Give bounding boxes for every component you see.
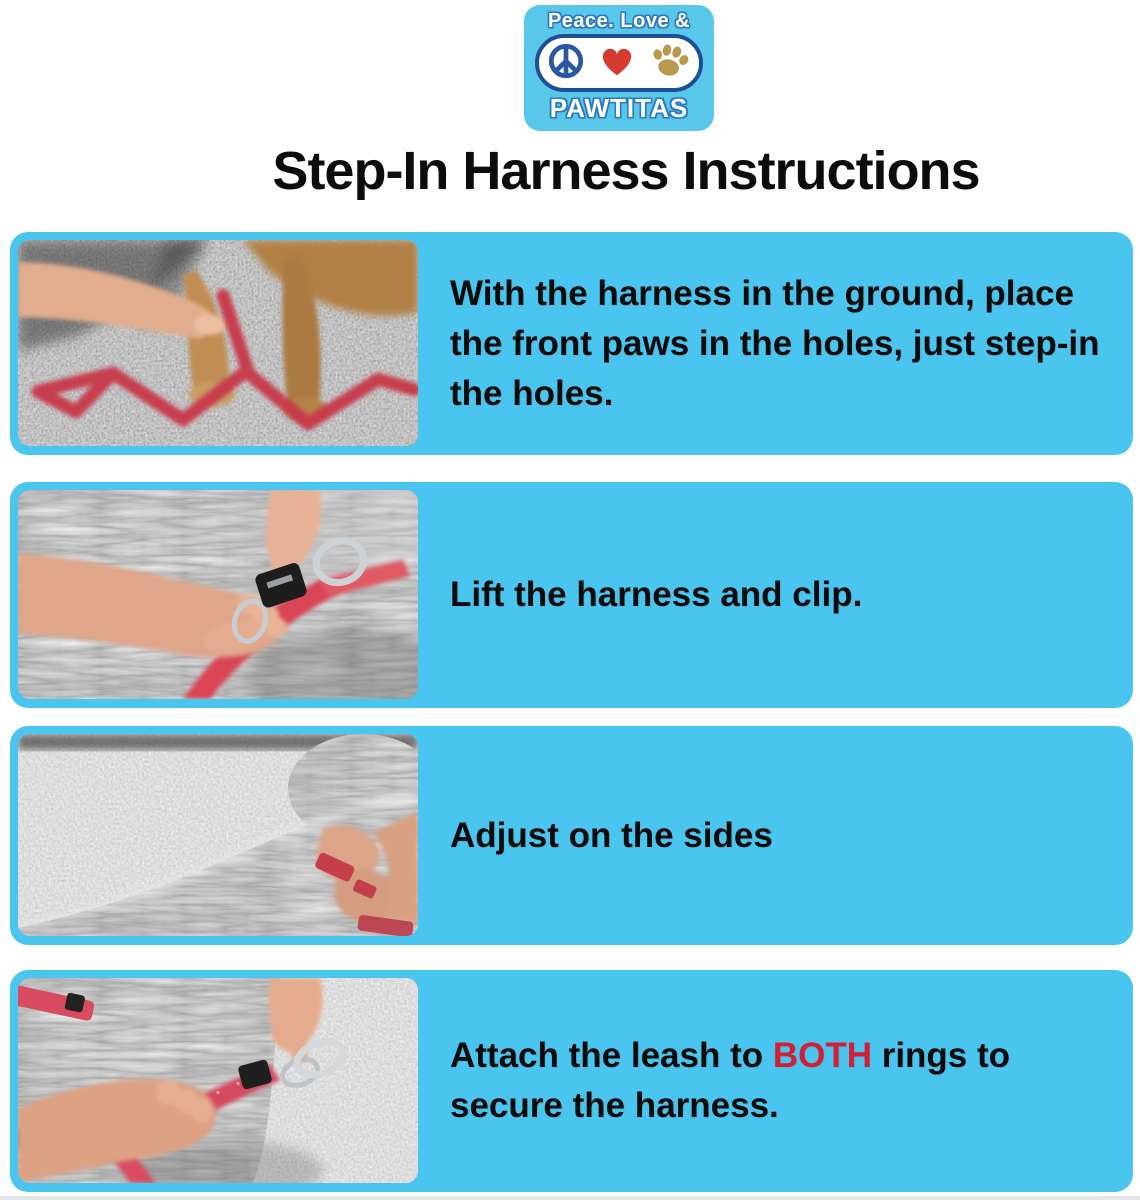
step4-text-highlight: BOTH [772, 1036, 872, 1075]
step4-photo [18, 978, 418, 1183]
page-bottom-edge [0, 1196, 1140, 1200]
logo-brand-name: PAWTITAS [549, 93, 689, 123]
step2-panel [10, 482, 1133, 708]
step3-panel [10, 726, 1133, 945]
step4-text-after: rings to secure the harness. [450, 1036, 1011, 1125]
pawtitas-logo [524, 5, 714, 131]
step4-text-before: Attach the leash to [450, 1036, 773, 1075]
paw-print-icon [649, 42, 691, 85]
page-title: Step-In Harness Instructions [272, 141, 980, 201]
step1-photo [18, 240, 418, 446]
logo-tagline: Peace. Love & [547, 10, 691, 32]
step2-text: Lift the harness and clip. [450, 575, 863, 614]
heart-icon [597, 42, 637, 85]
logo-pill [535, 34, 703, 92]
step4-text [450, 970, 1050, 1192]
step2-photo [18, 490, 418, 699]
peace-sign-icon [547, 42, 585, 85]
step1-text: With the harness in the ground, place the front paws in the holes, just step-in the holes. [450, 273, 1100, 413]
step4-panel [10, 970, 1133, 1192]
step3-photo [18, 734, 418, 936]
step1-panel [10, 232, 1133, 455]
step3-text: Adjust on the sides [450, 815, 773, 855]
